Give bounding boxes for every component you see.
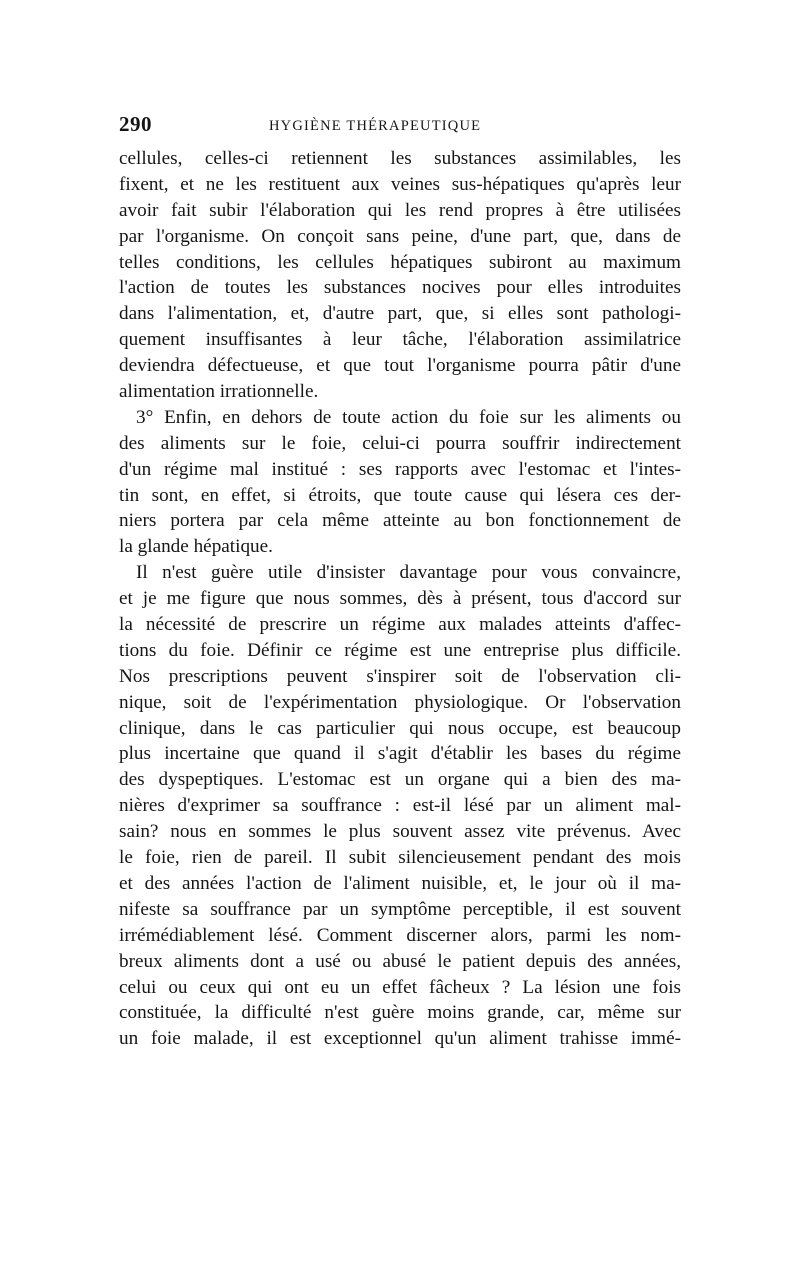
text-line: nières d'exprimer sa souffrance : est-il lésé par un aliment mal- bbox=[119, 795, 681, 817]
text-line: breux aliments dont a usé ou abusé le patient depuis des années, bbox=[119, 950, 681, 972]
text-line: irrémédiablement lésé. Comment discerner alors, parmi les nom- bbox=[119, 924, 681, 946]
text-line: plus incertaine que quand il s'agit d'établir les bases du régime bbox=[119, 743, 681, 765]
text-line: et je me figure que nous sommes, dès à présent, tous d'accord sur bbox=[119, 588, 681, 610]
text-line: cellules, celles-ci retiennent les substances assimilables, les bbox=[119, 148, 681, 169]
text-line: quement insuffisantes à leur tâche, l'élaboration assimilatrice bbox=[119, 329, 681, 351]
text-line: fixent, et ne les restituent aux veines sus-hépatiques qu'après leur bbox=[119, 173, 681, 195]
text-line: deviendra défectueuse, et que tout l'organisme pourra pâtir d'une bbox=[119, 355, 681, 377]
text-line: tin sont, en effet, si étroits, que toute cause qui lésera ces der- bbox=[119, 484, 681, 506]
text-line: celui ou ceux qui ont eu un effet fâcheux ? La lésion une fois bbox=[119, 976, 681, 998]
text-line: par l'organisme. On conçoit sans peine, d'une part, que, dans de bbox=[119, 225, 681, 247]
text-line: d'un régime mal institué : ses rapports avec l'estomac et l'intes- bbox=[119, 458, 681, 480]
text-line: des aliments sur le foie, celui-ci pourra souffrir indirectement bbox=[119, 432, 681, 454]
text-line: tions du foie. Définir ce régime est une entreprise plus difficile. bbox=[119, 639, 681, 661]
running-title: HYGIÈNE THÉRAPEUTIQUE bbox=[269, 118, 482, 134]
text-line: constituée, la difficulté n'est guère moins grande, car, même sur bbox=[119, 1002, 681, 1024]
text-line: telles conditions, les cellules hépatiques subiront au maximum bbox=[119, 251, 681, 273]
paragraph-end-line: alimentation irrationnelle. bbox=[119, 381, 319, 403]
text-line: et des années l'action de l'aliment nuisible, et, le jour où il ma- bbox=[119, 872, 681, 894]
text-line: clinique, dans le cas particulier qui nous occupe, est beaucoup bbox=[119, 717, 681, 739]
text-line: avoir fait subir l'élaboration qui les rend propres à être utilisées bbox=[119, 199, 681, 221]
paragraph-end-line: la glande hépatique. bbox=[119, 536, 273, 558]
text-line: dans l'alimentation, et, d'autre part, que, si elles sont pathologi- bbox=[119, 303, 681, 325]
book-page bbox=[119, 112, 681, 1052]
text-line: nifeste sa souffrance par un symptôme perceptible, il est souvent bbox=[119, 898, 681, 920]
text-line: nique, soit de l'expérimentation physiologique. Or l'observation bbox=[119, 691, 681, 713]
text-line: un foie malade, il est exceptionnel qu'un aliment trahisse immé- bbox=[119, 1028, 681, 1050]
page-number: 290 bbox=[119, 112, 152, 136]
text-line: Nos prescriptions peuvent s'inspirer soit de l'observation cli- bbox=[119, 665, 681, 687]
running-head bbox=[119, 112, 681, 142]
text-line: la nécessité de prescrire un régime aux malades atteints d'affec- bbox=[119, 614, 681, 636]
text-line: sain? nous en sommes le plus souvent assez vite prévenus. Avec bbox=[119, 821, 681, 843]
text-line: le foie, rien de pareil. Il subit silencieusement pendant des mois bbox=[119, 847, 681, 869]
text-line: des dyspeptiques. L'estomac est un organe qui a bien des ma- bbox=[119, 769, 681, 791]
body-text bbox=[119, 146, 681, 1052]
text-line: niers portera par cela même atteinte au bon fonctionnement de bbox=[119, 510, 681, 532]
text-line: l'action de toutes les substances nocives pour elles introduites bbox=[119, 277, 681, 299]
paragraph-start-line: 3° Enfin, en dehors de toute action du foie sur les aliments ou bbox=[136, 406, 681, 428]
paragraph-start-line: Il n'est guère utile d'insister davantage pour vous convaincre, bbox=[136, 562, 681, 584]
